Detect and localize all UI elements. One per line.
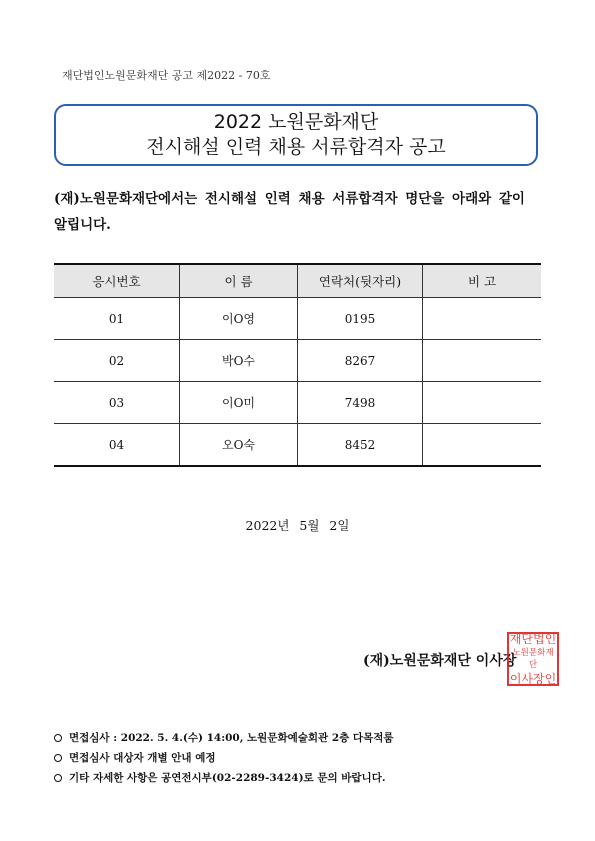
column-header-contact: 연락처(뒷자리)	[298, 264, 423, 298]
seal-text-line: 이사장인	[509, 672, 557, 686]
title-line-2: 전시해설 인력 채용 서류합격자 공고	[146, 136, 446, 158]
table-row	[54, 298, 541, 340]
column-header-name: 이 름	[180, 264, 298, 298]
circle-bullet-icon	[54, 734, 62, 742]
cell-applicant-number: 04	[54, 424, 180, 467]
cell-contact: 8267	[298, 340, 423, 382]
cell-applicant-number: 01	[54, 298, 180, 340]
cell-name: 이O영	[180, 298, 298, 340]
title-box	[54, 104, 538, 166]
circle-bullet-icon	[54, 754, 62, 762]
cell-remarks	[423, 424, 542, 467]
note-text: 기타 자세한 사항은 공연전시부(02-2289-3424)로 문의 바랍니다.	[69, 772, 386, 784]
cell-remarks	[423, 340, 542, 382]
official-seal-stamp	[507, 632, 559, 686]
seal-text-line: 재단법인	[509, 632, 557, 646]
note-text: 면접심사 : 2022. 5. 4.(수) 14:00, 노원문화예술회관 2층 다목적룸	[69, 732, 394, 744]
list-item	[54, 728, 394, 748]
table-row	[54, 424, 541, 467]
notes-list	[54, 728, 394, 788]
signature-line: (재)노원문화재단 이사장	[363, 653, 517, 669]
cell-name: 박O수	[180, 340, 298, 382]
column-header-applicant-number: 응시번호	[54, 264, 180, 298]
column-header-remarks: 비 고	[423, 264, 542, 298]
notice-number: 재단법인노원문화재단 공고 제2022 - 70호	[62, 69, 271, 82]
cell-remarks	[423, 382, 542, 424]
table-row	[54, 382, 541, 424]
list-item	[54, 748, 394, 768]
circle-bullet-icon	[54, 774, 62, 782]
cell-contact: 7498	[298, 382, 423, 424]
cell-name: 오O숙	[180, 424, 298, 467]
cell-applicant-number: 03	[54, 382, 180, 424]
cell-applicant-number: 02	[54, 340, 180, 382]
table-header-row	[54, 264, 541, 298]
announcement-date: 2022년 5월 2일	[245, 518, 350, 533]
note-text: 면접심사 대상자 개별 안내 예정	[69, 752, 216, 764]
cell-contact: 8452	[298, 424, 423, 467]
cell-remarks	[423, 298, 542, 340]
applicant-table	[54, 263, 541, 467]
title-line-1: 2022 노원문화재단	[213, 111, 379, 133]
list-item	[54, 768, 394, 788]
table-row	[54, 340, 541, 382]
cell-contact: 0195	[298, 298, 423, 340]
intro-paragraph: (재)노원문화재단에서는 전시해설 인력 채용 서류합격자 명단을 아래와 같이 알립니다.	[54, 191, 525, 233]
seal-text-line: 노원문화재단	[512, 648, 554, 670]
cell-name: 이O미	[180, 382, 298, 424]
